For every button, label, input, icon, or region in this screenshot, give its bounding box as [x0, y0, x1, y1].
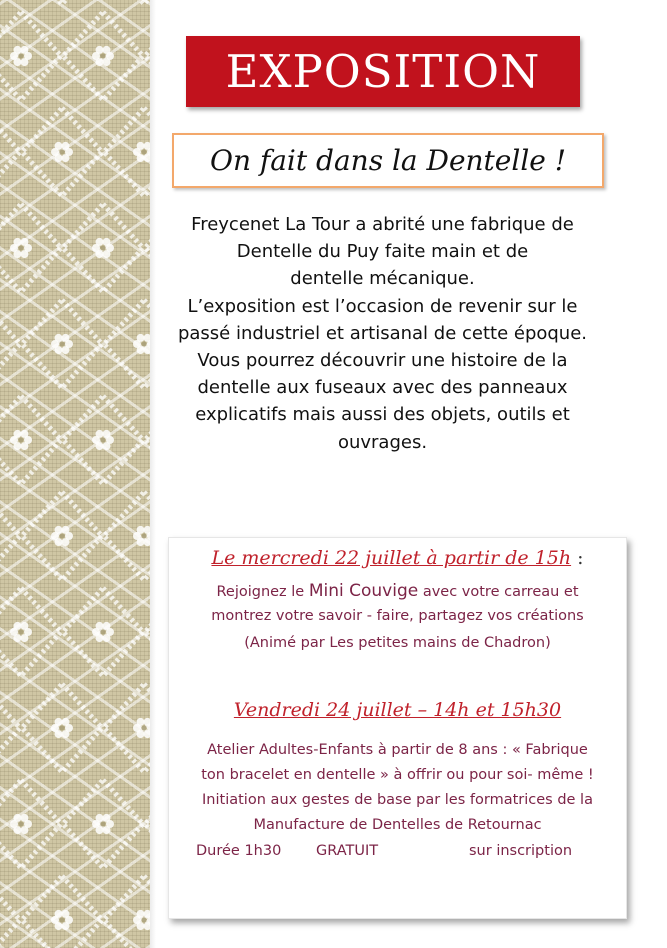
page-title: EXPOSITION: [225, 45, 541, 98]
events-panel: [168, 537, 627, 919]
intro-line: Freycenet La Tour a abrité une fabrique de: [191, 214, 574, 235]
event1-line-1: [169, 581, 626, 601]
lace-pattern-graphic: [0, 0, 150, 948]
intro-line: dentelle aux fuseaux avec des panneaux: [197, 377, 568, 399]
subtitle-frame: [172, 133, 604, 188]
exposition-title-banner: [186, 36, 580, 107]
intro-line: dentelle mécanique.: [290, 268, 475, 290]
event2-title: [169, 699, 626, 721]
lace-shadow-edge: [150, 0, 156, 948]
intro-line: Dentelle du Puy faite main et de: [236, 241, 529, 263]
event2-line: ton bracelet en dentelle » à offrir ou pour soi- même !: [201, 767, 594, 783]
intro-line: L’exposition est l’occasion de revenir sur le: [187, 295, 578, 317]
intro-paragraph: [155, 211, 610, 456]
event1-highlight: Mini Couvige: [308, 581, 419, 601]
lace-decoration-image: [0, 0, 150, 948]
event1-title-text: Le mercredi 22 juillet à partir de 15h: [211, 547, 572, 569]
event2-price: GRATUIT: [316, 843, 379, 859]
event1-title-colon: :: [571, 547, 584, 569]
intro-line: passé industriel et artisanal de cette époque.: [177, 322, 588, 344]
event2-duration: Durée 1h30: [196, 843, 282, 859]
event1-line1-before: Rejoignez le: [216, 584, 309, 600]
event2-line: Manufacture de Dentelles de Retournac: [253, 817, 542, 833]
intro-line: explicatifs mais aussi des objets, outils et: [195, 404, 570, 426]
intro-line: ouvrages.: [337, 431, 428, 453]
page-subtitle: On fait dans la Dentelle !: [209, 144, 567, 177]
event1-line-3: (Animé par Les petites mains de Chadron): [244, 635, 551, 651]
event2-line: Atelier Adultes-Enfants à partir de 8 ans : « Fabrique: [207, 742, 588, 758]
intro-line: Vous pourrez découvrir une histoire de la: [197, 350, 568, 372]
event1-line1-after: avec votre carreau et: [418, 584, 579, 600]
event2-registration: sur inscription: [469, 843, 573, 859]
event1-line-2: montrez votre savoir - faire, partagez vos créations: [211, 608, 584, 624]
event1-title: [169, 547, 626, 569]
event2-line: Initiation aux gestes de base par les formatrices de la: [202, 792, 593, 808]
event2-title-text: Vendredi 24 juillet – 14h et 15h30: [233, 699, 562, 721]
